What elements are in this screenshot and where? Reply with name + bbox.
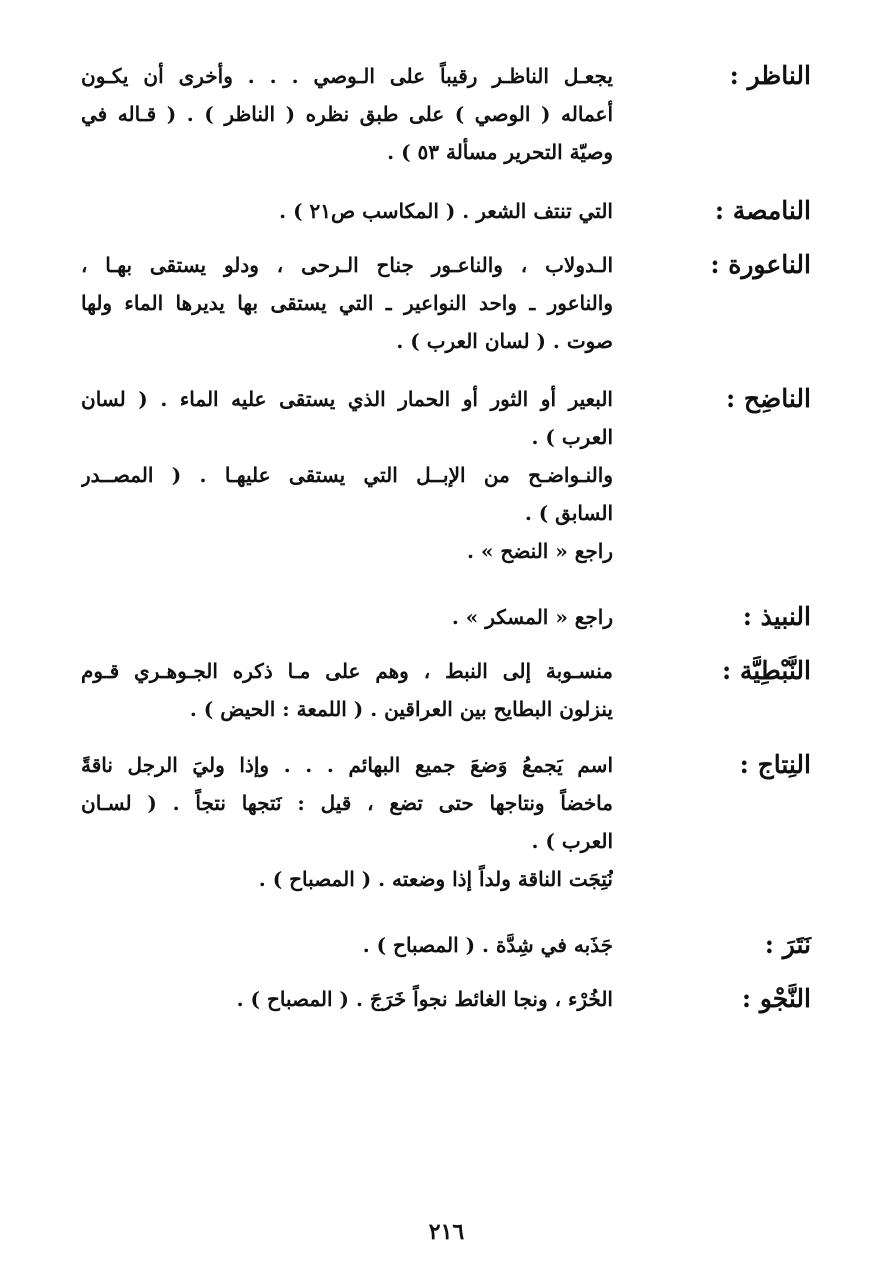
entry-term: النامصة : xyxy=(714,196,811,225)
entry-term: النَّجْو : xyxy=(741,984,811,1013)
definition-line: العرب ) . xyxy=(531,829,613,853)
entry-definition xyxy=(81,980,613,1018)
definition-line: العرب ) . xyxy=(531,425,613,449)
definition-line: اسم يَجمعُ وَضعَ جميع البهائم . . . وإذا وليَ الرجل ناقةً xyxy=(81,753,613,777)
definition-line: راجع « المسكر » . xyxy=(451,605,613,629)
definition-line: وصيّة التحرير مسألة ٥٣ ) . xyxy=(387,140,613,164)
entry-definition xyxy=(81,926,613,964)
definition-line: البعير أو الثور أو الحمار الذي يستقى عليه الماء . ( لسان xyxy=(81,387,613,411)
definition-line: يجعـل الناظـر رقيباً على الـوصي . . . وأخرى أن يكـون xyxy=(81,64,613,88)
entry-term: الناضِح : xyxy=(725,384,811,413)
page-number: ٢١٦ xyxy=(428,1219,465,1245)
definition-line: منسـوبة إلى النبط ، وهم على مـا ذكره الجـوهـري قـوم xyxy=(81,659,613,683)
definition-line: الخُرْء ، ونجا الغائط نجواً خَرَجَ . ( المصباح ) . xyxy=(236,987,613,1011)
definition-line: ينزلون البطايح بين العراقين . ( اللمعة : الحيض ) . xyxy=(189,697,613,721)
definition-line: ماخضاً ونتاجها حتى تضع ، قيل : نَتجها نتجاً . ( لسـان xyxy=(81,791,613,815)
entry-definition xyxy=(81,746,613,898)
entry-term: النبيذ : xyxy=(742,602,811,631)
entry-term: الناظر : xyxy=(729,61,811,90)
definition-line: الـدولاب ، والناعـور جناح الـرحى ، ودلو يستقى بهـا ، xyxy=(81,253,613,277)
definition-line: أعماله ( الوصي ) على طبق نظره ( الناظر ) . ( قـاله في xyxy=(81,102,613,126)
definition-line: والنـواضـح من الإبــل التي يستقى عليهـا . ( المصــدر xyxy=(81,463,613,487)
definition-line: صوت . ( لسان العرب ) . xyxy=(396,329,613,353)
definition-line: السابق ) . xyxy=(524,501,613,525)
definition-line: جَذَبه في شِدَّة . ( المصباح ) . xyxy=(362,933,613,957)
entry-term: النِتاج : xyxy=(739,750,811,779)
entry-definition xyxy=(81,380,613,570)
definition-line: التي تنتف الشعر . ( المكاسب ص٢١ ) . xyxy=(279,199,613,223)
entry-definition xyxy=(81,57,613,171)
entry-definition xyxy=(81,246,613,360)
definition-line: راجع « النضح » . xyxy=(467,539,613,563)
entry-term: النَّبْطِيَّة : xyxy=(721,656,811,685)
entry-definition xyxy=(81,598,613,636)
definition-line: والناعور ـ واحد النواعير ـ التي يستقى بها يديرها الماء ولها xyxy=(81,291,613,315)
entry-term: الناعورة : xyxy=(710,250,811,279)
entry-definition xyxy=(81,652,613,728)
definition-line: نُتِجَت الناقة ولداً إذا وضعته . ( المصباح ) . xyxy=(258,867,613,891)
entry-definition xyxy=(81,192,613,230)
entry-term: نَتَرَ : xyxy=(764,930,811,959)
